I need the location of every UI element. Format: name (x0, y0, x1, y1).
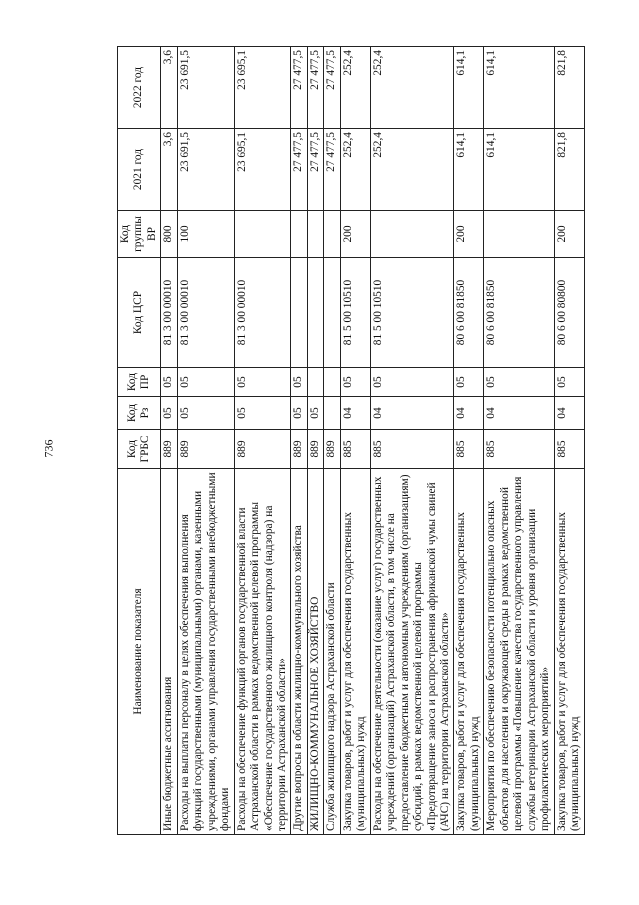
header-2021: 2021 год (118, 129, 161, 211)
cell-vr (370, 211, 454, 258)
cell-pr: 05 (291, 368, 307, 397)
cell-2022: 23 695,1 (234, 47, 291, 129)
cell-rz: 05 (307, 397, 323, 430)
cell-grbs: 889 (161, 430, 177, 469)
cell-csr: 80 6 00 81850 (484, 258, 554, 368)
table-row (291, 47, 307, 835)
table-row (177, 47, 234, 835)
cell-pr: 05 (234, 368, 291, 397)
cell-name: Закупка товаров, работ и услуг для обеспечения государственных (муниципальных) нужд (340, 469, 370, 835)
cell-2021: 3,6 (161, 129, 177, 211)
cell-grbs: 885 (340, 430, 370, 469)
header-vr: Код группы ВР (118, 211, 161, 258)
cell-vr: 800 (161, 211, 177, 258)
table-row (324, 47, 340, 835)
cell-2021: 614,1 (484, 129, 554, 211)
rotated-table-wrapper (117, 47, 582, 835)
cell-2022: 27 477,5 (324, 47, 340, 129)
cell-rz (324, 397, 340, 430)
cell-name: Служба жилищного надзора Астраханской области (324, 469, 340, 835)
cell-pr: 05 (454, 368, 484, 397)
cell-grbs: 889 (307, 430, 323, 469)
cell-2022: 252,4 (370, 47, 454, 129)
header-row (118, 47, 161, 835)
cell-csr: 81 3 00 00010 (234, 258, 291, 368)
page-number: 736 (41, 439, 56, 458)
cell-2022: 3,6 (161, 47, 177, 129)
cell-pr: 05 (340, 368, 370, 397)
cell-pr (324, 368, 340, 397)
cell-vr: 200 (340, 211, 370, 258)
cell-2022: 821,8 (554, 47, 584, 129)
cell-grbs: 885 (370, 430, 454, 469)
cell-rz: 04 (554, 397, 584, 430)
header-grbs: Код ГРБС (118, 430, 161, 469)
cell-2021: 23 691,5 (177, 129, 234, 211)
cell-name: Расходы на выплаты персоналу в целях обеспечения выполнения функций государственными (муниципальными) органами, казенными учреждениями, органами управления государственными внебюджетными фондами (177, 469, 234, 835)
cell-rz: 05 (291, 397, 307, 430)
cell-vr (307, 211, 323, 258)
cell-2022: 27 477,5 (307, 47, 323, 129)
cell-pr (307, 368, 323, 397)
cell-csr (324, 258, 340, 368)
table-row (161, 47, 177, 835)
cell-name: Закупка товаров, работ и услуг для обеспечения государственных (муниципальных) нужд (454, 469, 484, 835)
cell-csr: 81 3 00 00010 (177, 258, 234, 368)
header-pr: Код ПР (118, 368, 161, 397)
cell-grbs: 889 (177, 430, 234, 469)
cell-2021: 252,4 (340, 129, 370, 211)
cell-pr: 05 (161, 368, 177, 397)
cell-grbs: 885 (484, 430, 554, 469)
cell-name: Иные бюджетные ассигнования (161, 469, 177, 835)
cell-grbs: 889 (291, 430, 307, 469)
cell-name: Расходы на обеспечение деятельности (оказание услуг) государственных учреждений (организаций) Астраханской области, в том числе на предоставление бюджетным и автономным учреждениям (организациям) субсидий, в рамках ведомственной целевой программы «Предотвращение заноса и распространения африканской чумы свиней (АЧС) на территории Астраханской области» (370, 469, 454, 835)
cell-name: Другие вопросы в области жилищно-коммунального хозяйства (291, 469, 307, 835)
cell-2021: 821,8 (554, 129, 584, 211)
cell-name: Мероприятия по обеспечению безопасности потенциально опасных объектов для населения и окружающей среды в рамках ведомственной целевой программы «Повышение качества государственного управления службы ветеринарии Астраханской области и уровня организации профилактических мероприятий» (484, 469, 554, 835)
cell-csr (307, 258, 323, 368)
table-row (340, 47, 370, 835)
cell-grbs: 889 (324, 430, 340, 469)
cell-vr: 200 (554, 211, 584, 258)
header-csr: Код ЦСР (118, 258, 161, 368)
cell-pr: 05 (484, 368, 554, 397)
table-row (484, 47, 554, 835)
table-row (370, 47, 454, 835)
cell-vr: 100 (177, 211, 234, 258)
cell-2021: 27 477,5 (307, 129, 323, 211)
header-rz: Код Рз (118, 397, 161, 430)
cell-csr: 81 3 00 00010 (161, 258, 177, 368)
cell-grbs: 889 (234, 430, 291, 469)
cell-name: Закупка товаров, работ и услуг для обеспечения государственных (муниципальных) нужд (554, 469, 584, 835)
table-row (234, 47, 291, 835)
budget-table (117, 46, 585, 835)
cell-rz: 05 (234, 397, 291, 430)
cell-pr: 05 (177, 368, 234, 397)
cell-name: Расходы на обеспечение функций органов государственной власти Астраханской области в рамках ведомственной целевой программы «Обеспечение государственного жилищного контроля (надзора) на территории Астраханской области» (234, 469, 291, 835)
cell-2021: 23 695,1 (234, 129, 291, 211)
cell-csr: 81 5 00 10510 (340, 258, 370, 368)
cell-vr: 200 (454, 211, 484, 258)
cell-2021: 27 477,5 (324, 129, 340, 211)
cell-grbs: 885 (554, 430, 584, 469)
cell-rz: 05 (161, 397, 177, 430)
cell-2022: 614,1 (484, 47, 554, 129)
cell-rz: 05 (177, 397, 234, 430)
header-name: Наименование показателя (118, 469, 161, 835)
cell-grbs: 885 (454, 430, 484, 469)
cell-2022: 27 477,5 (291, 47, 307, 129)
cell-rz: 04 (454, 397, 484, 430)
cell-rz: 04 (340, 397, 370, 430)
cell-vr (324, 211, 340, 258)
cell-2021: 27 477,5 (291, 129, 307, 211)
cell-vr (484, 211, 554, 258)
cell-2021: 252,4 (370, 129, 454, 211)
cell-2022: 23 691,5 (177, 47, 234, 129)
header-2022: 2022 год (118, 47, 161, 129)
cell-vr (291, 211, 307, 258)
cell-rz: 04 (484, 397, 554, 430)
table-row (454, 47, 484, 835)
cell-2021: 614,1 (454, 129, 484, 211)
cell-csr (291, 258, 307, 368)
cell-csr: 80 6 00 81850 (454, 258, 484, 368)
table-row (307, 47, 323, 835)
cell-pr: 05 (554, 368, 584, 397)
cell-rz: 04 (370, 397, 454, 430)
table-row (554, 47, 584, 835)
cell-vr (234, 211, 291, 258)
cell-2022: 614,1 (454, 47, 484, 129)
cell-csr: 80 6 00 80800 (554, 258, 584, 368)
cell-pr: 05 (370, 368, 454, 397)
cell-name: ЖИЛИЩНО-КОММУНАЛЬНОЕ ХОЗЯЙСТВО (307, 469, 323, 835)
cell-2022: 252,4 (340, 47, 370, 129)
cell-csr: 81 5 00 10510 (370, 258, 454, 368)
